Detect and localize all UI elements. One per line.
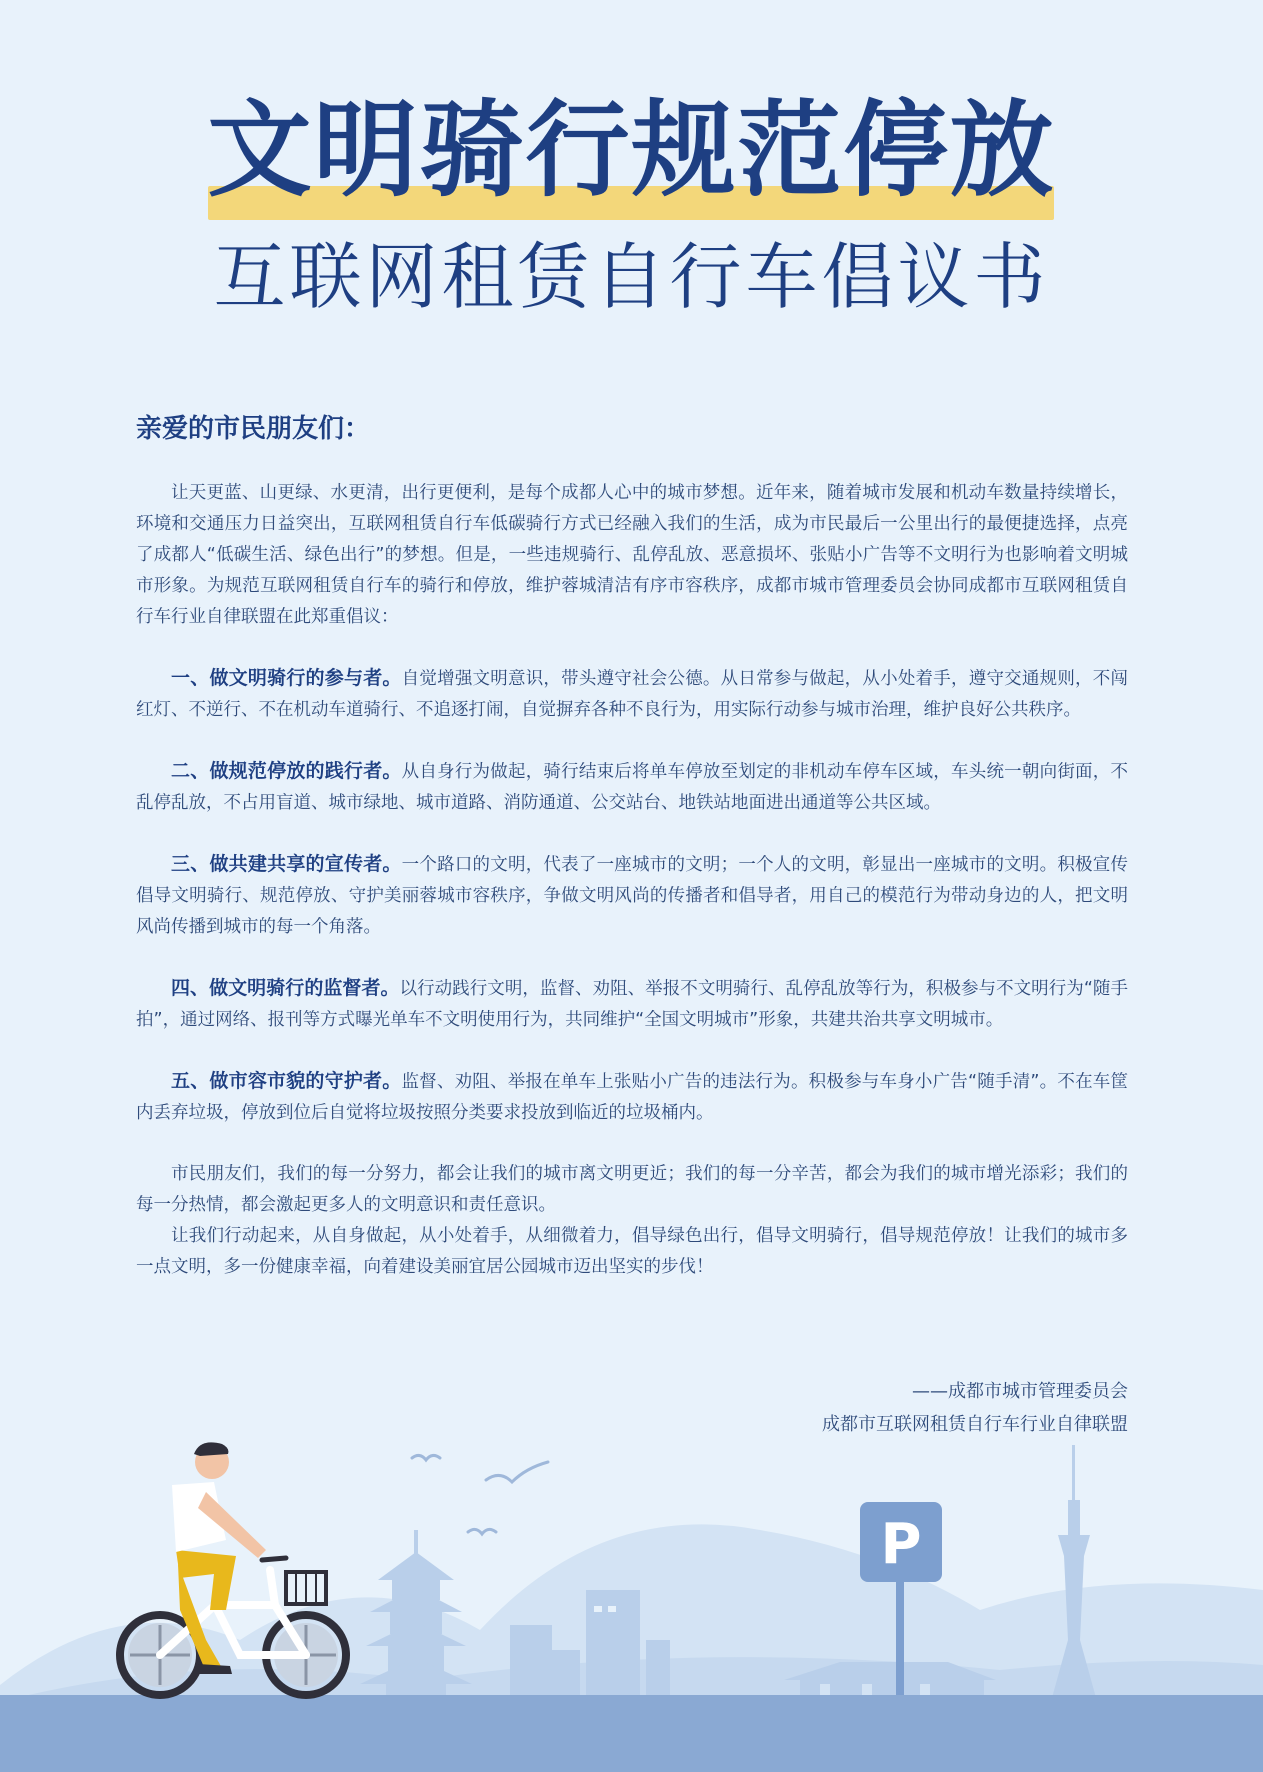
signature-line-2: 成都市互联网租赁自行车行业自律联盟 bbox=[822, 1414, 1128, 1435]
ground bbox=[0, 1695, 1263, 1772]
proposal-text: 以行动践行文明，监督、劝阻、举报不文明骑行、乱停乱放等行为，积极参与不文明行为“随手拍”，通过网络、报刊等方式曝光单车不文明使用行为，共同维护“全国文明城市”形象，共建共治共享文明城市。 bbox=[136, 979, 1128, 1030]
page-title: 文明骑行规范停放 bbox=[207, 89, 1056, 211]
intro-paragraph: 让天更蓝、山更绿、水更清，出行更便利，是每个成都人心中的城市梦想。近年来，随着城市发展和机动车数量持续增长，环境和交通压力日益突出，互联网租赁自行车低碳骑行方式已经融入我们的生活，成为市民最后一公里出行的最便捷选择，点亮了成都人“低碳生活、绿色出行”的梦想。但是，一些违规骑行、乱停乱放、恶意损坏、张贴小广告等不文明行为也影响着文明城市形象。为规范互联网租赁自行车的骑行和停放，维护蓉城清洁有序市容秩序，成都市城市管理委员会协同成都市互联网租赁自行车行业自律联盟在此郑重倡议： bbox=[136, 483, 1128, 627]
proposal-heading: 一、做文明骑行的参与者。 bbox=[171, 667, 402, 689]
title-block bbox=[0, 90, 1263, 210]
proposal-item-1 bbox=[136, 663, 1128, 726]
proposal-text: 一个路口的文明，代表了一座城市的文明；一个人的文明，彰显出一座城市的文明。积极宣传倡导文明骑行、规范停放、守护美丽蓉城市容秩序，争做文明风尚的传播者和倡导者，用自己的模范行为带动身边的人，把文明风尚传播到城市的每一个角落。 bbox=[136, 855, 1128, 937]
greeting: 亲爱的市民朋友们： bbox=[136, 414, 371, 444]
closing-paragraph-2: 让我们行动起来，从自身做起，从小处着手，从细微着力，倡导绿色出行，倡导文明骑行，倡导规范停放！让我们的城市多一点文明，多一份健康幸福，向着建设美丽宜居公园城市迈出坚实的步伐！ bbox=[136, 1226, 1128, 1277]
proposal-item-5 bbox=[136, 1066, 1128, 1129]
proposal-item-3 bbox=[136, 849, 1128, 943]
parking-sign-letter: P bbox=[880, 1512, 922, 1577]
signature bbox=[822, 1375, 1128, 1441]
proposal-heading: 四、做文明骑行的监督者。 bbox=[171, 977, 400, 999]
closing-paragraph-1: 市民朋友们，我们的每一分努力，都会让我们的城市离文明更近；我们的每一分辛苦，都会为我们的城市增光添彩；我们的每一分热情，都会激起更多人的文明意识和责任意识。 bbox=[136, 1164, 1128, 1215]
proposal-text: 监督、劝阻、举报在单车上张贴小广告的违法行为。积极参与车身小广告“随手清”。不在车筐内丢弃垃圾，停放到位后自觉将垃圾按照分类要求投放到临近的垃圾桶内。 bbox=[136, 1072, 1128, 1123]
proposal-item-2 bbox=[136, 756, 1128, 819]
letter-body bbox=[136, 478, 1128, 1283]
proposal-heading: 三、做共建共享的宣传者。 bbox=[171, 853, 402, 875]
proposal-text: 从自身行为做起，骑行结束后将单车停放至划定的非机动车停车区域，车头统一朝向街面，不乱停乱放，不占用盲道、城市绿地、城市道路、消防通道、公交站台、地铁站地面进出通道等公共区域。 bbox=[136, 762, 1128, 813]
proposal-heading: 五、做市容市貌的守护者。 bbox=[171, 1070, 402, 1092]
proposal-item-4 bbox=[136, 973, 1128, 1036]
page-subtitle: 互联网租赁自行车倡议书 bbox=[213, 235, 1050, 319]
birds-icon bbox=[412, 1455, 548, 1534]
city-illustration bbox=[0, 1440, 1263, 1772]
signature-line-1: ——成都市城市管理委员会 bbox=[912, 1381, 1128, 1402]
proposal-text: 自觉增强文明意识，带头遵守社会公德。从日常参与做起，从小处着手，遵守交通规则，不闯红灯、不逆行、不在机动车道骑行、不追逐打闹，自觉摒弃各种不良行为，用实际行动参与城市治理，维护良好公共秩序。 bbox=[136, 669, 1128, 720]
proposal-heading: 二、做规范停放的践行者。 bbox=[171, 760, 402, 782]
